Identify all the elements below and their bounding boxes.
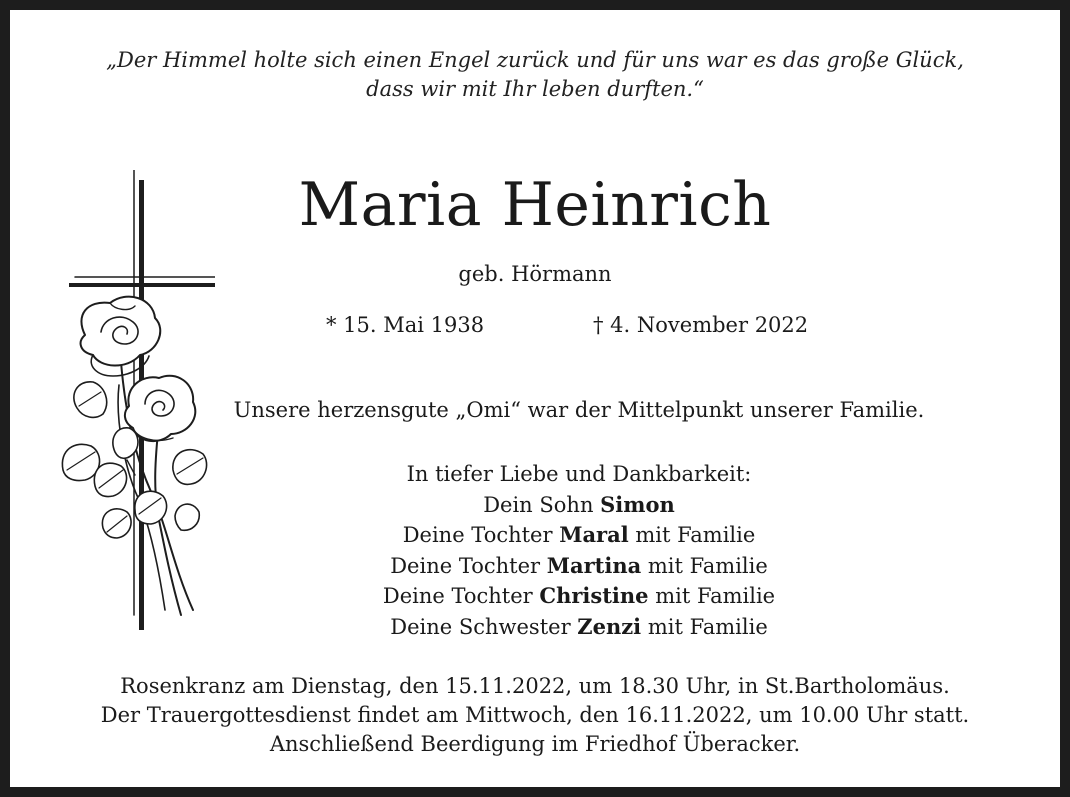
mourners-block: [10, 460, 1070, 642]
mourner-name: Simon: [600, 491, 675, 517]
mourner-name: Martina: [546, 552, 642, 578]
mourner-line: Deine Tochter Christine mit Familie: [382, 583, 776, 608]
mourner-name: Christine: [539, 583, 649, 608]
quote-line-2: dass wir mit Ihr leben durften.“: [366, 77, 704, 101]
mourner-line: Dein Sohn Simon: [483, 491, 675, 517]
mourner-line: Deine Tochter Martina mit Familie: [390, 552, 768, 578]
death-date: † 4. November 2022: [593, 313, 809, 337]
maiden-name: geb. Hörmann: [458, 262, 612, 286]
service-details: [10, 672, 1060, 759]
memorial-quote: [10, 46, 1060, 104]
funeral-mass-line: Der Trauergottesdienst findet am Mittwoch, den 16.11.2022, um 10.00 Uhr statt.: [100, 703, 970, 727]
birth-date: * 15. Mai 1938: [326, 313, 485, 337]
rosary-line: Rosenkranz am Dienstag, den 15.11.2022, um 18.30 Uhr, in St.Bartholomäus.: [120, 674, 950, 698]
mourner-line: Deine Schwester Zenzi mit Familie: [390, 613, 768, 639]
mourner-name: Maral: [559, 522, 629, 547]
quote-line-1: „Der Himmel holte sich einen Engel zurück und für uns war es das große Glück,: [106, 48, 964, 72]
mourner-line: Deine Tochter Maral mit Familie: [402, 522, 756, 547]
deceased-name: Maria Heinrich: [298, 170, 772, 240]
burial-line: Anschließend Beerdigung im Friedhof Überacker.: [269, 732, 801, 756]
mourner-name: Zenzi: [577, 613, 642, 639]
tribute-text: Unsere herzensgute „Omi“ war der Mittelpunkt unserer Familie.: [233, 398, 925, 422]
mourners-intro: In tiefer Liebe und Dankbarkeit:: [406, 462, 752, 486]
